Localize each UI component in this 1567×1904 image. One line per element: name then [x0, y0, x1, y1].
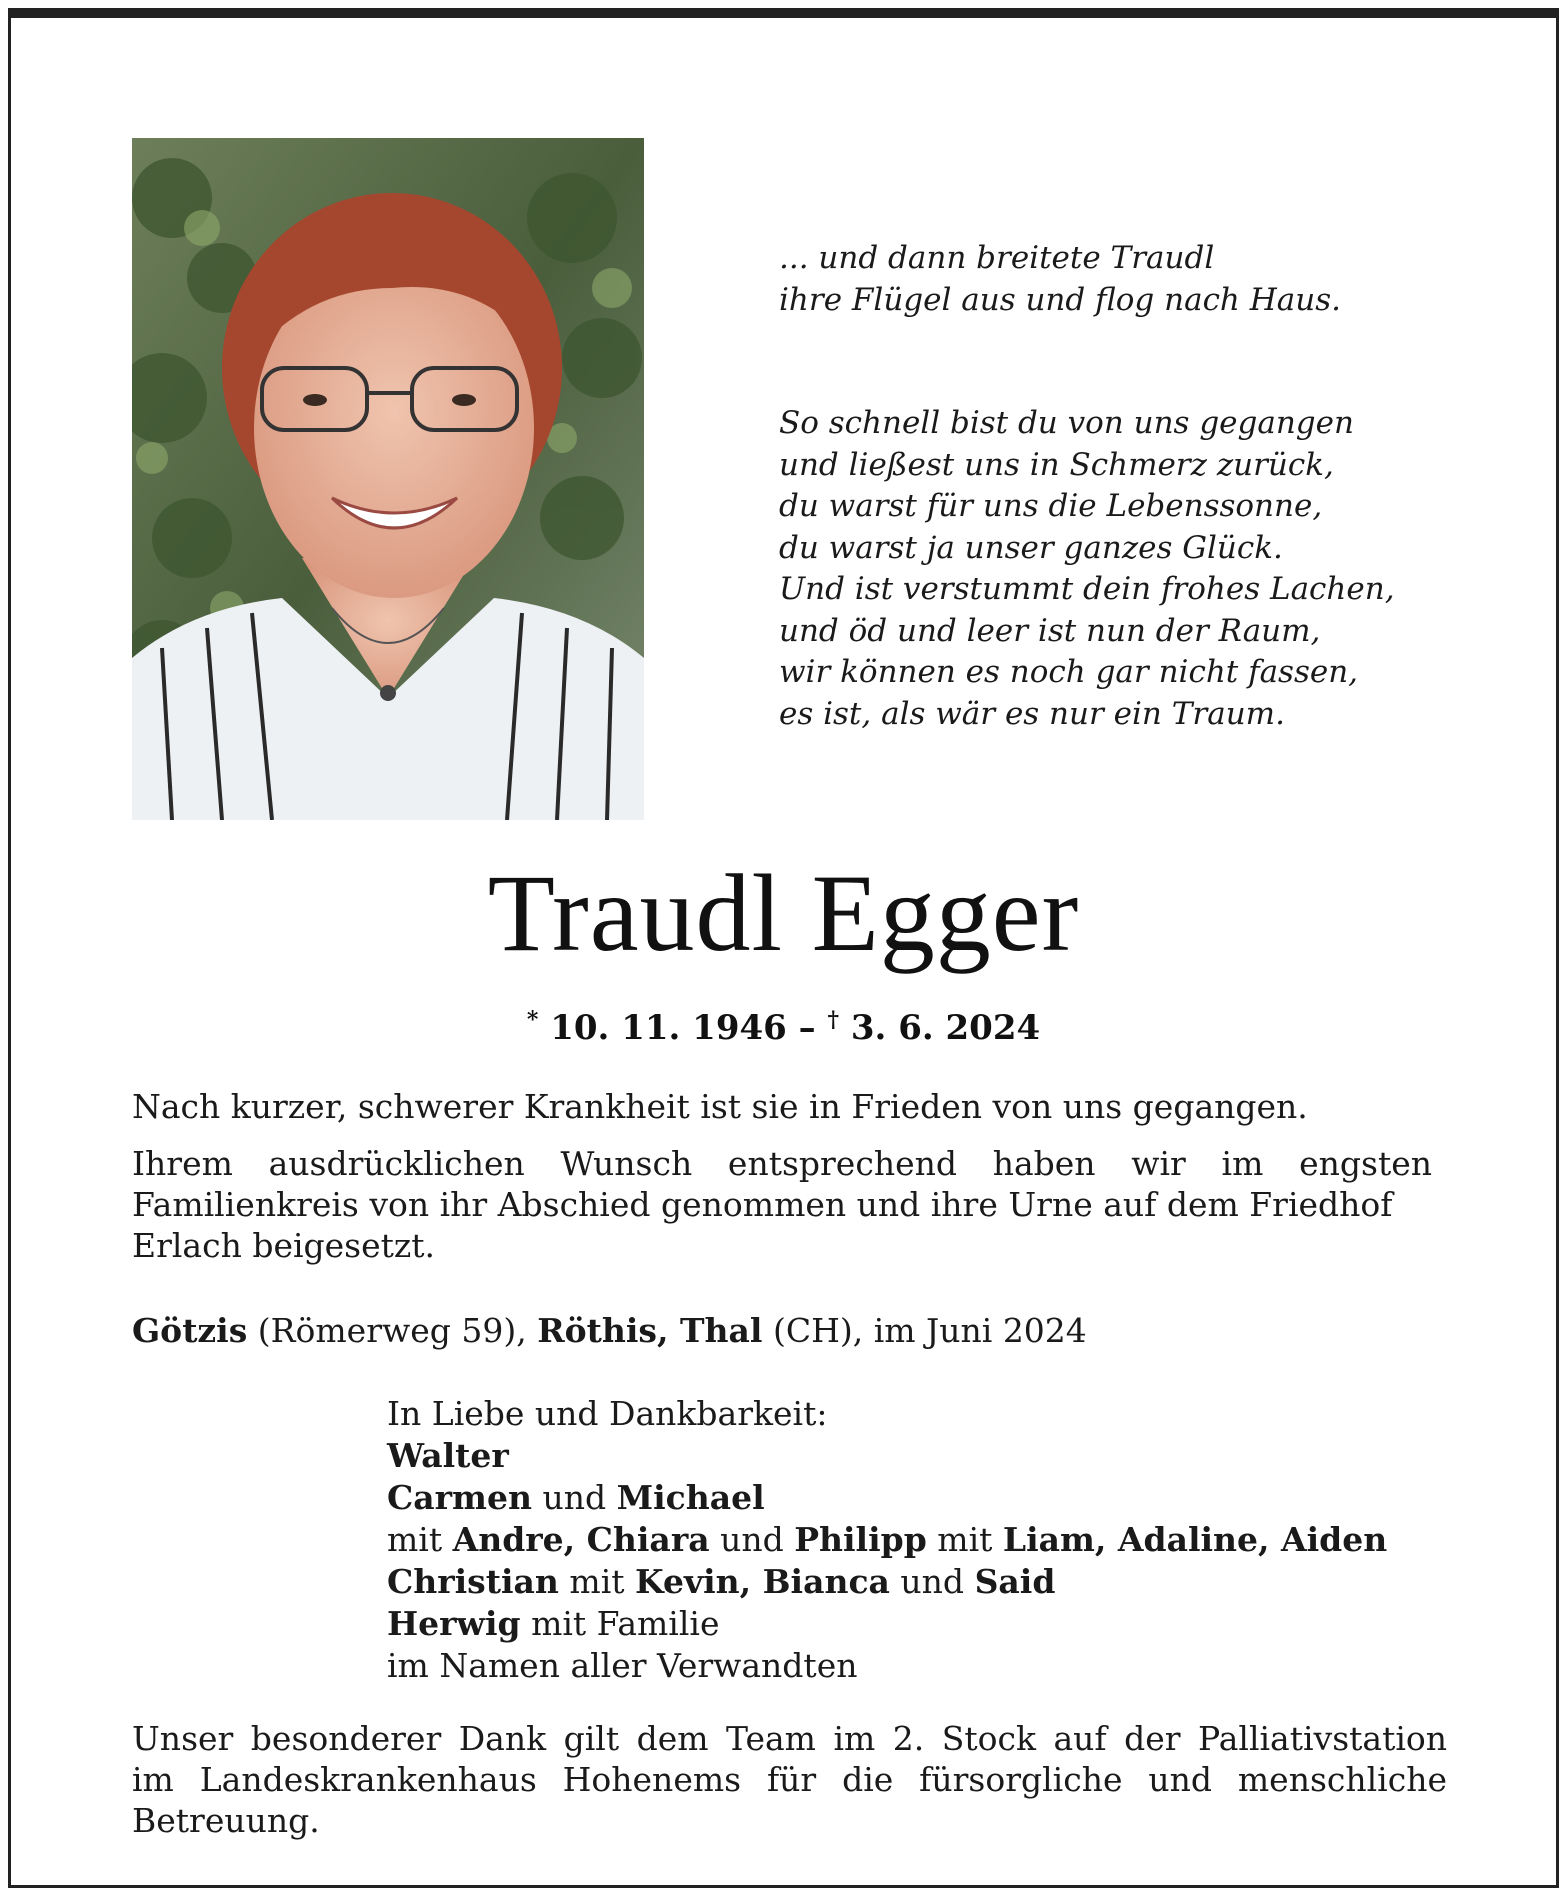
birth-mark: * [526, 1007, 539, 1033]
death-date: 3. 6. 2024 [850, 1008, 1041, 1048]
signer-name: Michael [616, 1478, 765, 1517]
signer-name: Walter [387, 1436, 509, 1475]
connector-text: mit Familie [520, 1604, 720, 1643]
burial-paragraph [132, 1143, 1432, 1266]
paragraph-line: Erlach beigesetzt. [132, 1226, 436, 1265]
signer-row [387, 1561, 1447, 1603]
signer-row [387, 1603, 1447, 1645]
poem-line: ihre Flügel aus und flog nach Haus. [779, 281, 1341, 318]
death-announcement: Nach kurzer, schwerer Krankheit ist sie in Frieden von uns gegangen. [132, 1087, 1308, 1126]
paragraph-line: Familienkreis von ihr Abschied genommen und ihre Urne auf dem Friedhof [132, 1185, 1393, 1224]
address: (Römerweg 59), [247, 1311, 538, 1350]
signer-name: Said [974, 1562, 1056, 1601]
signer-name: Andre, Chiara [452, 1520, 710, 1559]
connector-text: mit [926, 1520, 1003, 1559]
memorial-poem [779, 238, 1479, 735]
connector-text: mit [387, 1520, 453, 1559]
signers-closing: im Namen aller Verwandten [387, 1646, 858, 1685]
obituary-notice [8, 8, 1559, 1888]
poem-line: Und ist verstummt dein frohes Lachen, [779, 571, 1395, 607]
death-mark: † [827, 1007, 840, 1033]
poem-line: du warst ja unser ganzes Glück. [779, 529, 1283, 566]
date-separator: – [786, 1008, 828, 1048]
signer-row [387, 1519, 1447, 1561]
portrait-illustration [132, 138, 644, 820]
signer-name: Carmen [387, 1478, 532, 1517]
stanza-gap [779, 321, 1479, 403]
paragraph-line: Unser besonderer Dank gilt dem Team im 2. Stock auf der Palliativstation [132, 1719, 1447, 1758]
signer-name: Herwig [387, 1604, 521, 1643]
paragraph-line: im Landeskrankenhaus Hohenems für die fürsorgliche und menschliche [132, 1760, 1447, 1799]
paragraph-line: Betreuung. [132, 1801, 320, 1840]
portrait-photo [132, 138, 644, 820]
paragraph-line: Ihrem ausdrücklichen Wunsch entsprechend haben wir im engsten [132, 1144, 1432, 1183]
poem-line: und öd und leer ist nun der Raum, [779, 612, 1321, 649]
poem-line: es ist, als wär es nur ein Traum. [779, 695, 1285, 732]
poem-line: wir können es noch gar nicht fassen, [779, 654, 1359, 690]
signer-name: Christian [387, 1562, 559, 1601]
thanks-paragraph [132, 1718, 1447, 1841]
town-name: Röthis, Thal [537, 1311, 763, 1350]
country-date: (CH), im Juni 2024 [762, 1311, 1087, 1350]
signers-intro: In Liebe und Dankbarkeit: [387, 1394, 828, 1433]
connector-text: und [709, 1520, 795, 1559]
life-dates [11, 998, 1556, 1050]
connector-text: und [889, 1562, 975, 1601]
poem-line: So schnell bist du von uns gegangen [779, 405, 1354, 441]
signer-name: Kevin, Bianca [635, 1562, 890, 1601]
deceased-name: Traudl Egger [487, 852, 1080, 974]
birth-date: 10. 11. 1946 [550, 1008, 787, 1048]
connector-text: und [531, 1478, 617, 1517]
mourners-list [387, 1393, 1447, 1687]
signer-row [387, 1435, 1447, 1477]
place-date-line [132, 1310, 1432, 1351]
signer-name: Liam, Adaline, Aiden [1002, 1520, 1388, 1559]
poem-line: ... und dann breitete Traudl [779, 240, 1215, 276]
signer-row [387, 1477, 1447, 1519]
poem-line: und ließest uns in Schmerz zurück, [779, 446, 1334, 483]
signer-name: Philipp [794, 1520, 927, 1559]
poem-line: du warst für uns die Lebenssonne, [779, 488, 1323, 524]
town-name: Götzis [132, 1311, 248, 1350]
connector-text: mit [558, 1562, 636, 1601]
